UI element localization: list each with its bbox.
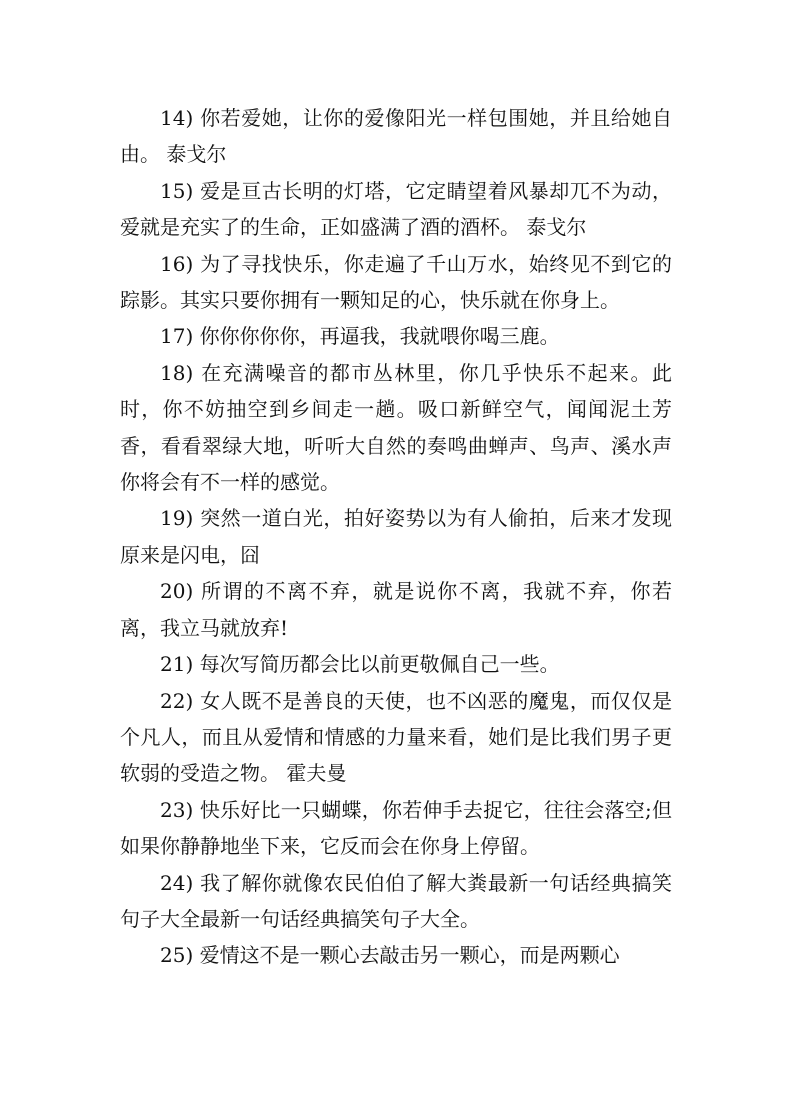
quote-paragraph-25: 25) 爱情这不是一颗心去敲击另一颗心，而是两颗心 [160, 943, 620, 968]
quote-paragraph-23: 23) 快乐好比一只蝴蝶，你若伸手去捉它，往往会落空;但如果你静静地坐下来，它反而会在你身上停留。 [120, 797, 672, 859]
quote-paragraph-22: 22) 女人既不是善良的天使，也不凶恶的魔鬼，而仅仅是个凡人，而且从爱情和情感的力量来看，她们是比我们男子更软弱的受造之物。 霍夫曼 [120, 688, 672, 786]
document-body [120, 100, 672, 974]
quote-paragraph-17: 17) 你你你你你，再逼我，我就喂你喝三鹿。 [160, 324, 560, 349]
quote-paragraph-15: 15) 爱是亘古长明的灯塔，它定睛望着风暴却兀不为动，爱就是充实了的生命，正如盛满了酒的酒杯。 泰戈尔 [120, 178, 672, 240]
quote-paragraph-18: 18) 在充满噪音的都市丛林里，你几乎快乐不起来。此时，你不妨抽空到乡间走一趟。吸口新鲜空气，闻闻泥土芳香，看看翠绿大地，听听大自然的奏鸣曲蝉声、鸟声、溪水声你将会有不一样的感觉。 [120, 360, 672, 495]
quote-paragraph-19: 19) 突然一道白光，拍好姿势以为有人偷拍，后来才发现原来是闪电，囧 [120, 506, 672, 567]
quote-paragraph-14: 14) 你若爱她，让你的爱像阳光一样包围她，并且给她自由。 泰戈尔 [120, 106, 672, 167]
quote-paragraph-21: 21) 每次写简历都会比以前更敬佩自己一些。 [160, 652, 560, 677]
quote-paragraph-20: 20) 所谓的不离不弃，就是说你不离，我就不弃，你若离，我立马就放弃! [120, 579, 672, 640]
quote-paragraph-16: 16) 为了寻找快乐，你走遍了千山万水，始终见不到它的踪影。其实只要你拥有一颗知足的心，快乐就在你身上。 [120, 251, 672, 313]
quote-paragraph-24: 24) 我了解你就像农民伯伯了解大粪最新一句话经典搞笑句子大全最新一句话经典搞笑句子大全。 [120, 870, 672, 931]
